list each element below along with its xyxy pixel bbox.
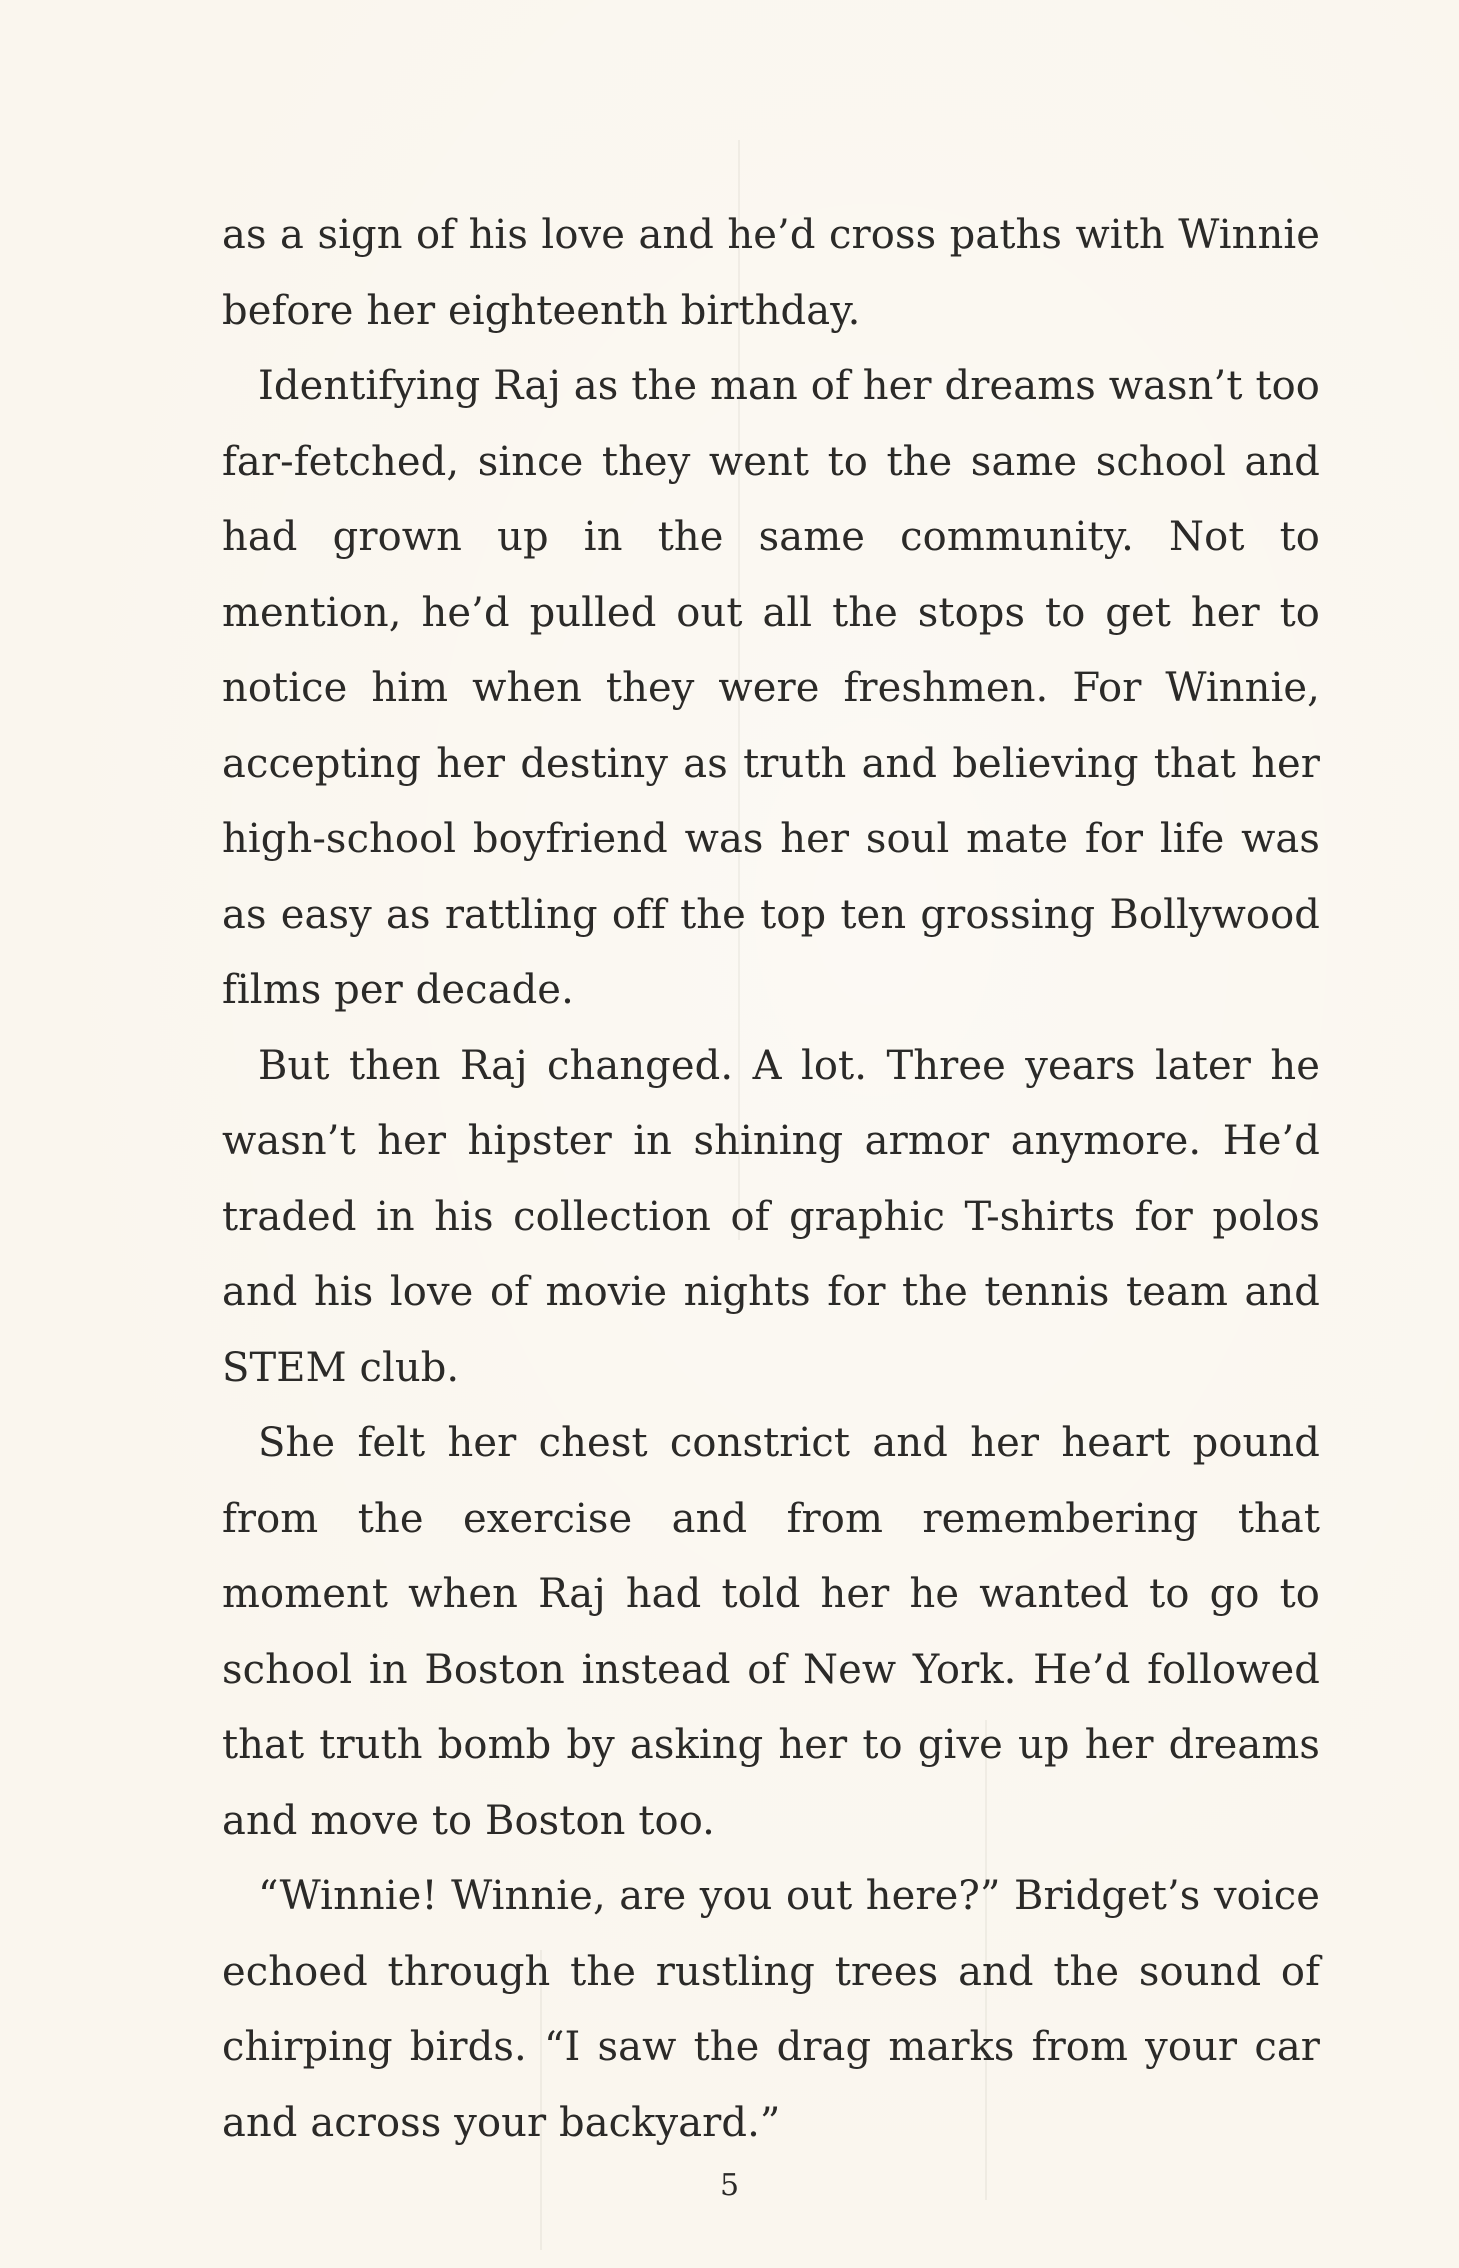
body-text (222, 198, 1320, 2161)
paragraph: Identifying Raj as the man of her dreams wasn’t too far-fetched, since they went to the same school and had grown up in the same community. Not to mention, he’d pulled out all the stops to get her to notice him when they were freshmen. For Winnie, accepting her destiny as truth and believing that her high-school boyfriend was her soul mate for life was as easy as rattling off the top ten grossing Bollywood films per decade. (222, 363, 1320, 1013)
paragraph: But then Raj changed. A lot. Three years later he wasn’t her hipster in shining armor anymore. He’d traded in his collection of graphic T-shirts for polos and his love of movie nights for the tennis team and STEM club. (222, 1042, 1320, 1391)
paragraph: “Winnie! Winnie, are you out here?” Bridget’s voice echoed through the rustling trees and the sound of chirping birds. “I saw the drag marks from your car and across your backyard.” (222, 1873, 1320, 2146)
page-number: 5 (719, 2168, 740, 2203)
paragraph: She felt her chest constrict and her heart pound from the exercise and from remembering that moment when Raj had told her he wanted to go to school in Boston instead of New York. He’d followed that truth bomb by asking her to give up her dreams and move to Boston too. (222, 1420, 1320, 1844)
paragraph: as a sign of his love and he’d cross paths with Winnie before her eighteenth birthday. (222, 212, 1320, 334)
